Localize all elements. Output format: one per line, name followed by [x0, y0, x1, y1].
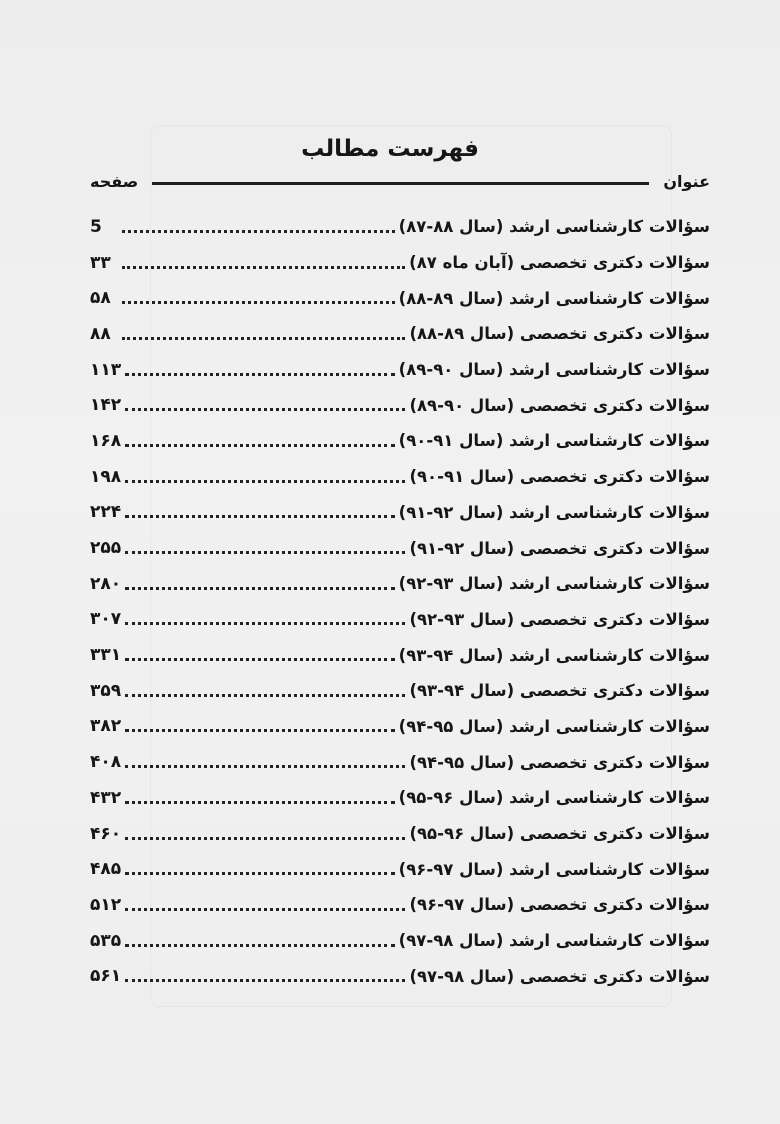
toc-entry-page: ۴۳۲: [90, 787, 122, 808]
page-column-header: صفحه: [90, 171, 139, 191]
toc-entry-page: ۵۸: [90, 288, 111, 309]
toc-entry-label: سؤالات دکتری تخصصی (سال ۹۶-۹۵): [409, 824, 710, 844]
toc-entry-page: ۱۹۸: [90, 466, 122, 487]
toc-list: [90, 209, 710, 994]
toc-entry-label: سؤالات دکتری تخصصی (سال ۹۵-۹۴): [409, 752, 710, 772]
toc-entry: [90, 851, 710, 887]
toc-entry-page: ۱۱۳: [90, 359, 122, 380]
toc-entry-page: ۵۶۱: [90, 966, 122, 987]
toc-entry: [90, 816, 710, 852]
toc-entry-label: سؤالات دکتری تخصصی (سال ۹۴-۹۳): [409, 681, 710, 701]
dot-leader: [125, 613, 405, 625]
toc-entry-label: سؤالات دکتری تخصصی (سال ۹۳-۹۲): [409, 609, 710, 629]
toc-entry: [90, 958, 710, 994]
dot-leader: [125, 578, 395, 590]
toc-entry-label: سؤالات کارشناسی ارشد (سال ۹۲-۹۱): [398, 502, 710, 522]
dot-leader: [125, 506, 395, 518]
toc-entry: [90, 602, 710, 638]
toc-entry-label: سؤالات کارشناسی ارشد (سال ۸۹-۸۸): [398, 288, 710, 308]
dot-leader: [122, 257, 405, 269]
dot-leader: [125, 828, 405, 840]
toc-entry: [90, 709, 710, 745]
toc-entry-page: ۳۸۲: [90, 716, 122, 737]
toc-entry-label: سؤالات دکتری تخصصی (آبان ماه ۸۷): [409, 253, 710, 273]
toc-entry-label: سؤالات کارشناسی ارشد (سال ۹۰-۸۹): [398, 360, 710, 380]
toc-entry-page: ۱۶۸: [90, 430, 122, 451]
dot-leader: [125, 364, 395, 376]
header-rule: [152, 182, 649, 185]
toc-entry-label: سؤالات کارشناسی ارشد (سال ۹۱-۹۰): [398, 431, 710, 451]
toc-entry: [90, 530, 710, 566]
toc-entry-label: سؤالات دکتری تخصصی (سال ۹۷-۹۶): [409, 895, 710, 915]
dot-leader: [122, 221, 395, 233]
dot-leader: [122, 292, 395, 304]
toc-entry: [90, 637, 710, 673]
dot-leader: [125, 756, 405, 768]
toc-entry-page: ۱۴۲: [90, 395, 122, 416]
toc-entry: [90, 673, 710, 709]
toc-entry-page: ۴۶۰: [90, 823, 122, 844]
toc-entry-label: سؤالات دکتری تخصصی (سال ۹۱-۹۰): [409, 467, 710, 487]
toc-entry-label: سؤالات دکتری تخصصی (سال ۸۹-۸۸): [409, 324, 710, 344]
toc-header: [90, 169, 710, 193]
toc-entry: [90, 887, 710, 923]
toc-entry-page: 5: [90, 216, 102, 237]
dot-leader: [125, 649, 395, 661]
toc-entry: [90, 245, 710, 281]
toc-entry-page: ۸۸: [90, 323, 111, 344]
toc-entry-label: سؤالات دکتری تخصصی (سال ۹۸-۹۷): [409, 966, 710, 986]
dot-leader: [125, 720, 395, 732]
dot-leader: [125, 471, 405, 483]
dot-leader: [125, 792, 395, 804]
toc-entry-page: ۵۱۲: [90, 894, 122, 915]
toc-entry-page: ۲۸۰: [90, 573, 122, 594]
toc-entry-page: ۳۳: [90, 252, 111, 273]
toc-entry: [90, 209, 710, 245]
toc-entry: [90, 387, 710, 423]
toc-entry-label: سؤالات کارشناسی ارشد (سال ۸۸-۸۷): [398, 217, 710, 237]
toc-entry: [90, 352, 710, 388]
toc-entry-page: ۵۳۵: [90, 930, 122, 951]
toc-entry: [90, 566, 710, 602]
toc-entry-label: سؤالات کارشناسی ارشد (سال ۹۸-۹۷): [398, 931, 710, 951]
toc-entry: [90, 744, 710, 780]
title-column-header: عنوان: [663, 171, 710, 191]
dot-leader: [125, 970, 405, 982]
toc-entry-label: سؤالات کارشناسی ارشد (سال ۹۴-۹۳): [398, 645, 710, 665]
dot-leader: [125, 685, 405, 697]
toc-entry: [90, 459, 710, 495]
toc-entry-page: ۳۵۹: [90, 680, 122, 701]
toc-entry-page: ۴۰۸: [90, 752, 122, 773]
toc-entry-page: ۴۸۵: [90, 859, 122, 880]
toc-entry: [90, 923, 710, 959]
toc-entry-label: سؤالات دکتری تخصصی (سال ۹۰-۸۹): [409, 395, 710, 415]
dot-leader: [122, 328, 405, 340]
toc-entry-label: سؤالات دکتری تخصصی (سال ۹۲-۹۱): [409, 538, 710, 558]
toc-entry: [90, 423, 710, 459]
dot-leader: [125, 399, 405, 411]
toc-entry-page: ۳۳۱: [90, 645, 122, 666]
toc-entry: [90, 280, 710, 316]
toc-entry-label: سؤالات کارشناسی ارشد (سال ۹۶-۹۵): [398, 788, 710, 808]
toc-entry-label: سؤالات کارشناسی ارشد (سال ۹۳-۹۲): [398, 574, 710, 594]
toc-entry-label: سؤالات کارشناسی ارشد (سال ۹۵-۹۴): [398, 716, 710, 736]
dot-leader: [125, 863, 395, 875]
toc-entry: [90, 780, 710, 816]
toc-entry-page: ۳۰۷: [90, 609, 122, 630]
toc-entry: [90, 316, 710, 352]
toc-entry: [90, 495, 710, 531]
dot-leader: [125, 435, 395, 447]
toc-entry-label: سؤالات کارشناسی ارشد (سال ۹۷-۹۶): [398, 859, 710, 879]
toc-entry-page: ۲۵۵: [90, 538, 122, 559]
toc-entry-page: ۲۲۴: [90, 502, 122, 523]
dot-leader: [125, 542, 405, 554]
dot-leader: [125, 935, 395, 947]
page-title: فهرست مطالب: [301, 136, 479, 162]
dot-leader: [125, 899, 405, 911]
